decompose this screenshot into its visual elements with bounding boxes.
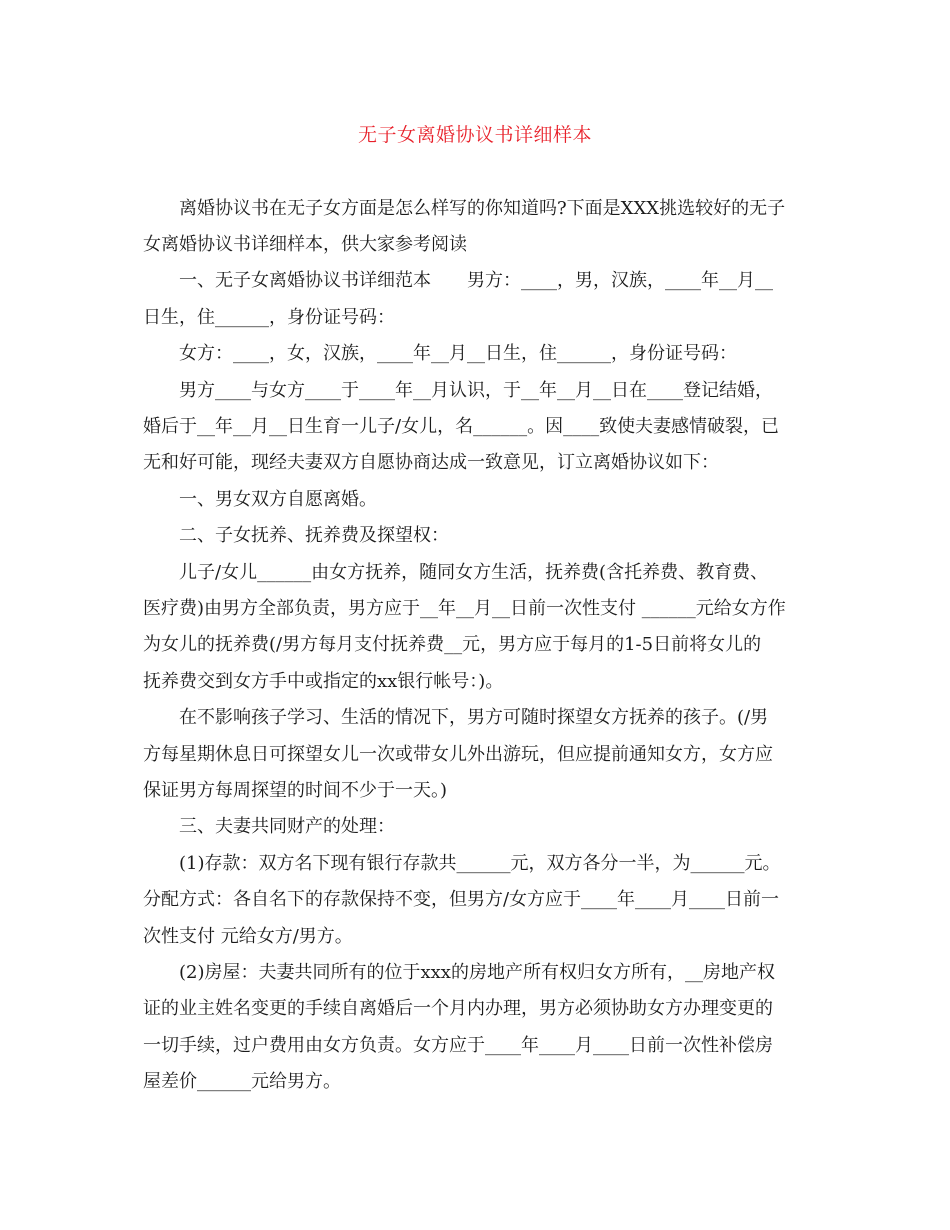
paragraph-line: 儿子/女儿______由女方抚养，随同女方生活，抚养费(含托养费、教育费、 (179, 562, 769, 583)
paragraph-line: 在不影响孩子学习、生活的情况下，男方可随时探望女方抚养的孩子。(/男 (179, 707, 769, 728)
paragraph-line: (2)房屋：夫妻共同所有的位于xxx的房地产所有权归女方所有，__房地产权 (179, 962, 775, 983)
paragraph-line: 女方：____，女，汉族，____年__月__日生，住______，身份证号码： (179, 343, 737, 364)
document-title: 无子女离婚协议书详细样本 (357, 124, 592, 146)
paragraph-line: 三、夫妻共同财产的处理： (179, 816, 395, 837)
paragraph-line: 屋差价______元给男方。 (143, 1071, 341, 1092)
paragraph-line: 次性支付 元给女方/男方。 (143, 926, 353, 947)
paragraph-line: 为女儿的抚养费(/男方每月支付抚养费__元，男方应于每月的1-5日前将女儿的 (143, 634, 762, 655)
paragraph-line: 一切手续，过户费用由女方负责。女方应于____年____月____日前一次性补偿房 (143, 1035, 773, 1056)
paragraph-line: 保证男方每周探望的时间不少于一天。) (143, 780, 448, 801)
paragraph-line: 一、无子女离婚协议书详细范本 男方：____，男，汉族，____年__月__ (179, 270, 773, 291)
paragraph-line: 二、子女抚养、抚养费及探望权： (179, 525, 449, 546)
paragraph-line: 分配方式：各自名下的存款保持不变，但男方/女方应于____年____月____日前一 (143, 889, 780, 910)
paragraph-line: (1)存款：双方名下现有银行存款共______元，双方各分一半，为______元。 (179, 853, 781, 874)
paragraph-line: 抚养费交到女方手中或指定的xx银行帐号：)。 (143, 671, 504, 692)
paragraph-line: 离婚协议书在无子女方面是怎么样写的你知道吗?下面是XXX挑选较好的无子 (179, 198, 786, 219)
paragraph-line: 婚后于__年__月__日生育一儿子/女儿，名______。因____致使夫妻感情破裂，已 (143, 416, 780, 437)
paragraph-line: 日生，住______，身份证号码： (143, 307, 395, 328)
paragraph-line: 一、男女双方自愿离婚。 (179, 489, 377, 510)
paragraph-line: 女离婚协议书详细样本，供大家参考阅读 (143, 234, 467, 255)
paragraph-line: 无和好可能，现经夫妻双方自愿协商达成一致意见，订立离婚协议如下： (143, 452, 719, 473)
paragraph-line: 证的业主姓名变更的手续自离婚后一个月内办理，男方必须协助女方办理变更的 (143, 998, 773, 1019)
paragraph-line: 方每星期休息日可探望女儿一次或带女儿外出游玩，但应提前通知女方，女方应 (143, 744, 773, 765)
paragraph-line: 医疗费)由男方全部负责，男方应于__年__月__日前一次性支付 ______元给女方作 (143, 598, 786, 619)
paragraph-line: 男方____与女方____于____年__月认识，于__年__月__日在____登记结婚， (179, 380, 773, 401)
